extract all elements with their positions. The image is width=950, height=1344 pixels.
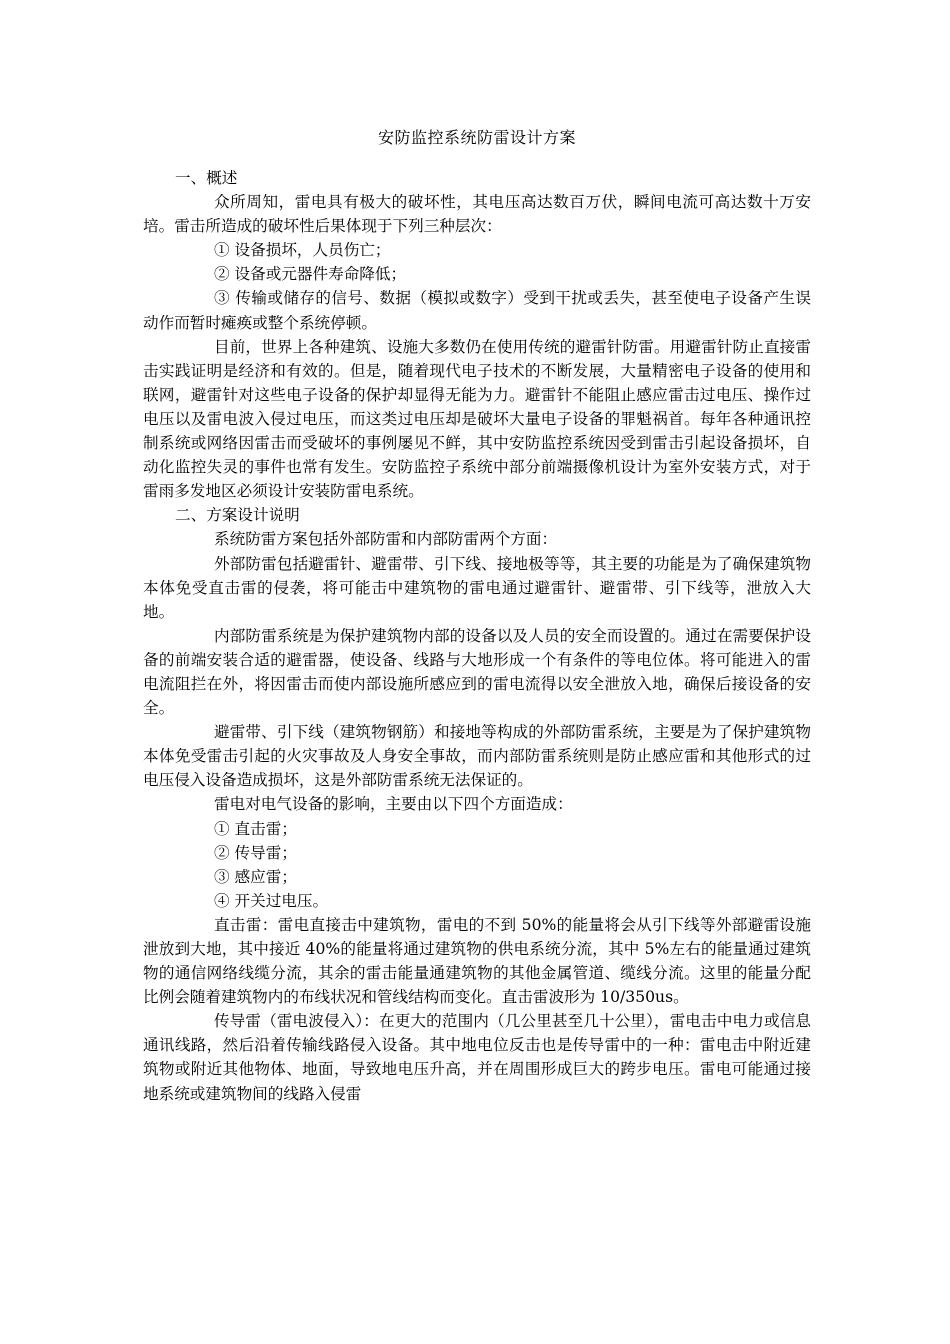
list-item: ③ 传输或储存的信号、数据（模拟或数字）受到干扰或丢失，甚至使电子设备产生误动作而暂时瘫痪或整个系统停顿。	[143, 289, 811, 332]
body-paragraph: 内部防雷系统是为保护建筑物内部的设备以及人员的安全而设置的。通过在需要保护设备的前端安装合适的避雷器，使设备、线路与大地形成一个有条件的等电位体。将可能进入的雷电流阻拦在外，将因雷击而使内部设施所感应到的雷电流得以安全泄放入地，确保后接设备的安全。	[143, 626, 811, 718]
list-item: ① 直击雷；	[214, 819, 297, 838]
body-paragraph: 目前，世界上各种建筑、设施大多数仍在使用传统的避雷针防雷。用避雷针防止直接雷击实践证明是经济和有效的。但是，随着现代电子技术的不断发展，大量精密电子设备的使用和联网，避雷针对这些电子设备的保护却显得无能为力。避雷针不能阻止感应雷击过电压、操作过电压以及雷电波入侵过电压，而这类过电压却是破坏大量电子设备的罪魁祸首。每年各种通讯控制系统或网络因雷击而受破坏的事例屡见不鲜，其中安防监控系统因受到雷击引起设备损坏，自动化监控失灵的事件也常有发生。安防监控子系统中部分前端摄像机设计为室外安装方式，对于雷雨多发地区必须设计安装防雷电系统。	[143, 337, 811, 501]
section-heading: 二、方案设计说明	[175, 506, 300, 525]
list-item: ④ 开关过电压。	[214, 891, 329, 910]
paragraph-list	[143, 166, 811, 1106]
list-item: ① 设备损坏，人员伤亡；	[214, 241, 391, 260]
body-paragraph: 雷电对电气设备的影响，主要由以下四个方面造成：	[214, 795, 573, 814]
body-paragraph: 外部防雷包括避雷针、避雷带、引下线、接地极等等，其主要的功能是为了确保建筑物本体免受直击雷的侵袭，将可能击中建筑物的雷电通过避雷针、避雷带、引下线等，泄放入大地。	[143, 554, 811, 621]
section-heading: 一、概述	[175, 169, 238, 187]
document-body	[143, 126, 811, 1106]
body-paragraph: 避雷带、引下线（建筑物钢筋）和接地等构成的外部防雷系统，主要是为了保护建筑物本体免受雷击引起的火灾事故及人身安全事故，而内部防雷系统则是防止感应雷和其他形式的过电压侵入设备造成损坏，这是外部防雷系统无法保证的。	[143, 723, 811, 790]
document-title: 安防监控系统防雷设计方案	[377, 128, 576, 147]
body-paragraph: 系统防雷方案包括外部防雷和内部防雷两个方面：	[214, 530, 558, 549]
list-item: ② 设备或元器件寿命降低；	[214, 265, 407, 284]
body-paragraph: 直击雷：雷电直接击中建筑物，雷电的不到 50%的能量将会从引下线等外部避雷设施泄放到大地，其中接近 40%的能量将通过建筑物的供电系统分流，其中 5%左右的能量通过建筑物的通信网络线缆分流，其余的雷击能量通建筑物的其他金属管道、缆线分流。这里的能量分配比例会随着建筑物内的布线状况和管线结构而变化。直击雷波形为 10/350us。	[143, 915, 811, 1007]
list-item: ② 传导雷；	[214, 843, 297, 862]
list-item: ③ 感应雷；	[214, 867, 297, 886]
body-paragraph: 传导雷（雷电波侵入）：在更大的范围内（几公里甚至几十公里），雷电击中电力或信息通讯线路，然后沿着传输线路侵入设备。其中地电位反击也是传导雷中的一种：雷电击中附近建筑物或附近其他物体、地面，导致地电压升高，并在周围形成巨大的跨步电压。雷电可能通过接地系统或建筑物间的线路入侵雷	[143, 1012, 811, 1103]
body-paragraph: 众所周知，雷电具有极大的破坏性，其电压高达数百万伏，瞬间电流可高达数十万安培。雷击所造成的破坏性后果体现于下列三种层次：	[143, 193, 811, 236]
